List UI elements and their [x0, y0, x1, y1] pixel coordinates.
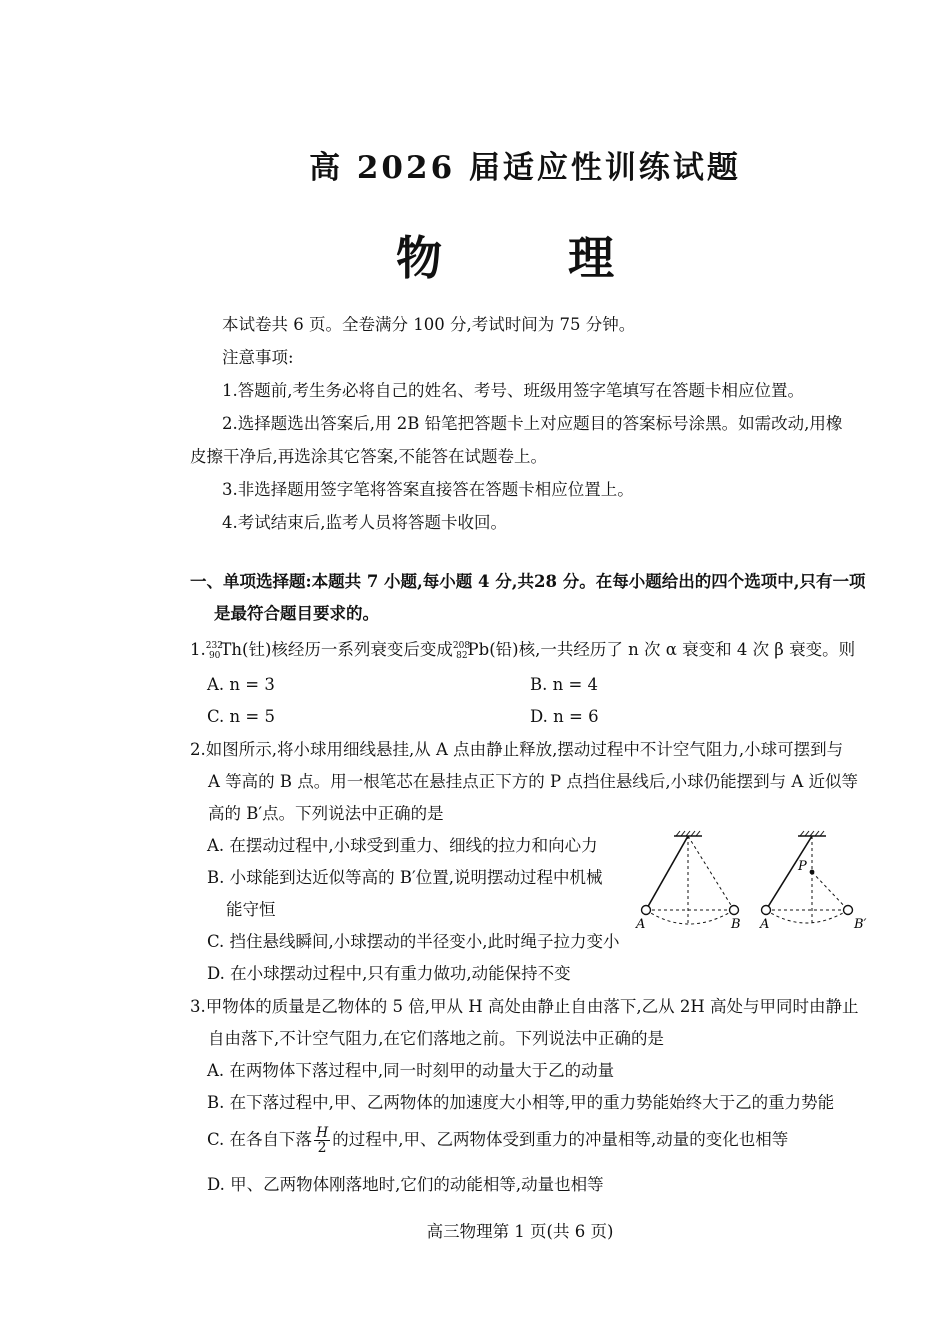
question-2-stem-2: A 等高的 B 点。用一根笔芯在悬挂点正下方的 P 点挡住悬线后,小球仍能摆到与 A 近似等	[208, 772, 859, 791]
question-3-stem-1: 3.甲物体的质量是乙物体的 5 倍,甲从 H 高处由静止自由落下,乙从 2H 高处与甲同时由静止	[190, 997, 859, 1016]
page-footer: 高三物理第 1 页(共 6 页)	[426, 1222, 614, 1241]
q1-option-d: D. n = 6	[530, 707, 599, 726]
q2-option-a: A. 在摆动过程中,小球受到重力、细线的拉力和向心力	[207, 836, 598, 855]
q3-option-a: A. 在两物体下落过程中,同一时刻甲的动量大于乙的动量	[207, 1061, 615, 1080]
question-2-stem-1: 2.如图所示,将小球用细线悬挂,从 A 点由静止释放,摆动过程中不计空气阻力,小球可摆到与	[190, 740, 844, 759]
th-mass-number: 232	[205, 641, 223, 651]
q2-option-b-1: B. 小球能到达近似等高的 B′位置,说明摆动过程中机械	[207, 868, 603, 887]
th-atomic-number: 90	[208, 651, 221, 661]
question-number: 1.	[190, 640, 206, 659]
label-p: P	[798, 859, 807, 874]
section-1-heading: 一、单项选择题:本题共 7 小题,每小题 4 分,共28 分。在每小题给出的四个选项中,只有一项	[190, 572, 866, 591]
exam-title: 高 2026 届适应性训练试题	[309, 150, 741, 186]
q3-option-c	[207, 1126, 788, 1155]
notice-title: 注意事项:	[222, 348, 294, 367]
label-a-left: A	[636, 917, 646, 932]
label-b-prime: B′	[854, 917, 867, 932]
pb-mass-number: 208	[452, 641, 471, 651]
q2-option-d: D. 在小球摆动过程中,只有重力做功,动能保持不变	[207, 964, 571, 983]
q2-option-b-2: 能守恒	[226, 900, 276, 919]
q3-option-b: B. 在下落过程中,甲、乙两物体的加速度大小相等,甲的重力势能始终大于乙的重力势能	[207, 1093, 835, 1112]
fraction-h-over-2	[314, 1126, 330, 1155]
pb-text: Pb(铅)核,一共经历了 n 次 α 衰变和 4 次 β 衰变。则	[467, 640, 856, 659]
subject-title: 物 理	[396, 231, 654, 285]
label-b-left: B	[731, 917, 741, 932]
question-2-stem-3: 高的 B′点。下列说法中正确的是	[208, 804, 444, 823]
q3-option-c-pre: C. 在各自下落	[207, 1130, 313, 1149]
pb-atomic-number: 82	[456, 651, 468, 661]
q3-option-d: D. 甲、乙两物体刚落地时,它们的动能相等,动量也相等	[207, 1175, 604, 1194]
q1-option-a: A. n = 3	[207, 675, 275, 694]
pendulum-figure	[630, 828, 880, 938]
peg-point	[810, 870, 815, 875]
notice-4: 4.考试结束后,监考人员将答题卡收回。	[222, 513, 507, 532]
notice-2b: 皮擦干净后,再选涂其它答案,不能答在试题卷上。	[190, 447, 547, 466]
q2-option-c: C. 挡住悬线瞬间,小球摆动的半径变小,此时绳子拉力变小	[207, 932, 620, 951]
notice-2a: 2.选择题选出答案后,用 2B 铅笔把答题卡上对应题目的答案标号涂黑。如需改动,用橡	[222, 414, 843, 433]
label-a-right: A	[760, 917, 770, 932]
fraction-numerator: H	[316, 1125, 329, 1141]
intro-line: 本试卷共 6 页。全卷满分 100 分,考试时间为 75 分钟。	[222, 315, 636, 334]
notice-1: 1.答题前,考生务必将自己的姓名、考号、班级用签字笔填写在答题卡相应位置。	[222, 381, 804, 400]
fraction-denominator: 2	[317, 1140, 327, 1156]
question-3-stem-2: 自由落下,不计空气阻力,在它们落地之前。下列说法中正确的是	[208, 1029, 664, 1048]
question-1-stem	[190, 639, 855, 664]
pendulum-right	[759, 831, 867, 932]
q3-option-c-post: 的过程中,甲、乙两物体受到重力的冲量相等,动量的变化也相等	[332, 1130, 789, 1149]
th-text: Th(钍)核经历一系列衰变后变成	[220, 640, 453, 659]
notice-3: 3.非选择题用签字笔将答案直接答在答题卡相应位置上。	[222, 480, 634, 499]
q1-option-b: B. n = 4	[530, 675, 599, 694]
q1-option-c: C. n = 5	[207, 707, 275, 726]
section-1-heading-cont: 是最符合题目要求的。	[214, 604, 379, 623]
pendulum-left	[635, 831, 741, 932]
